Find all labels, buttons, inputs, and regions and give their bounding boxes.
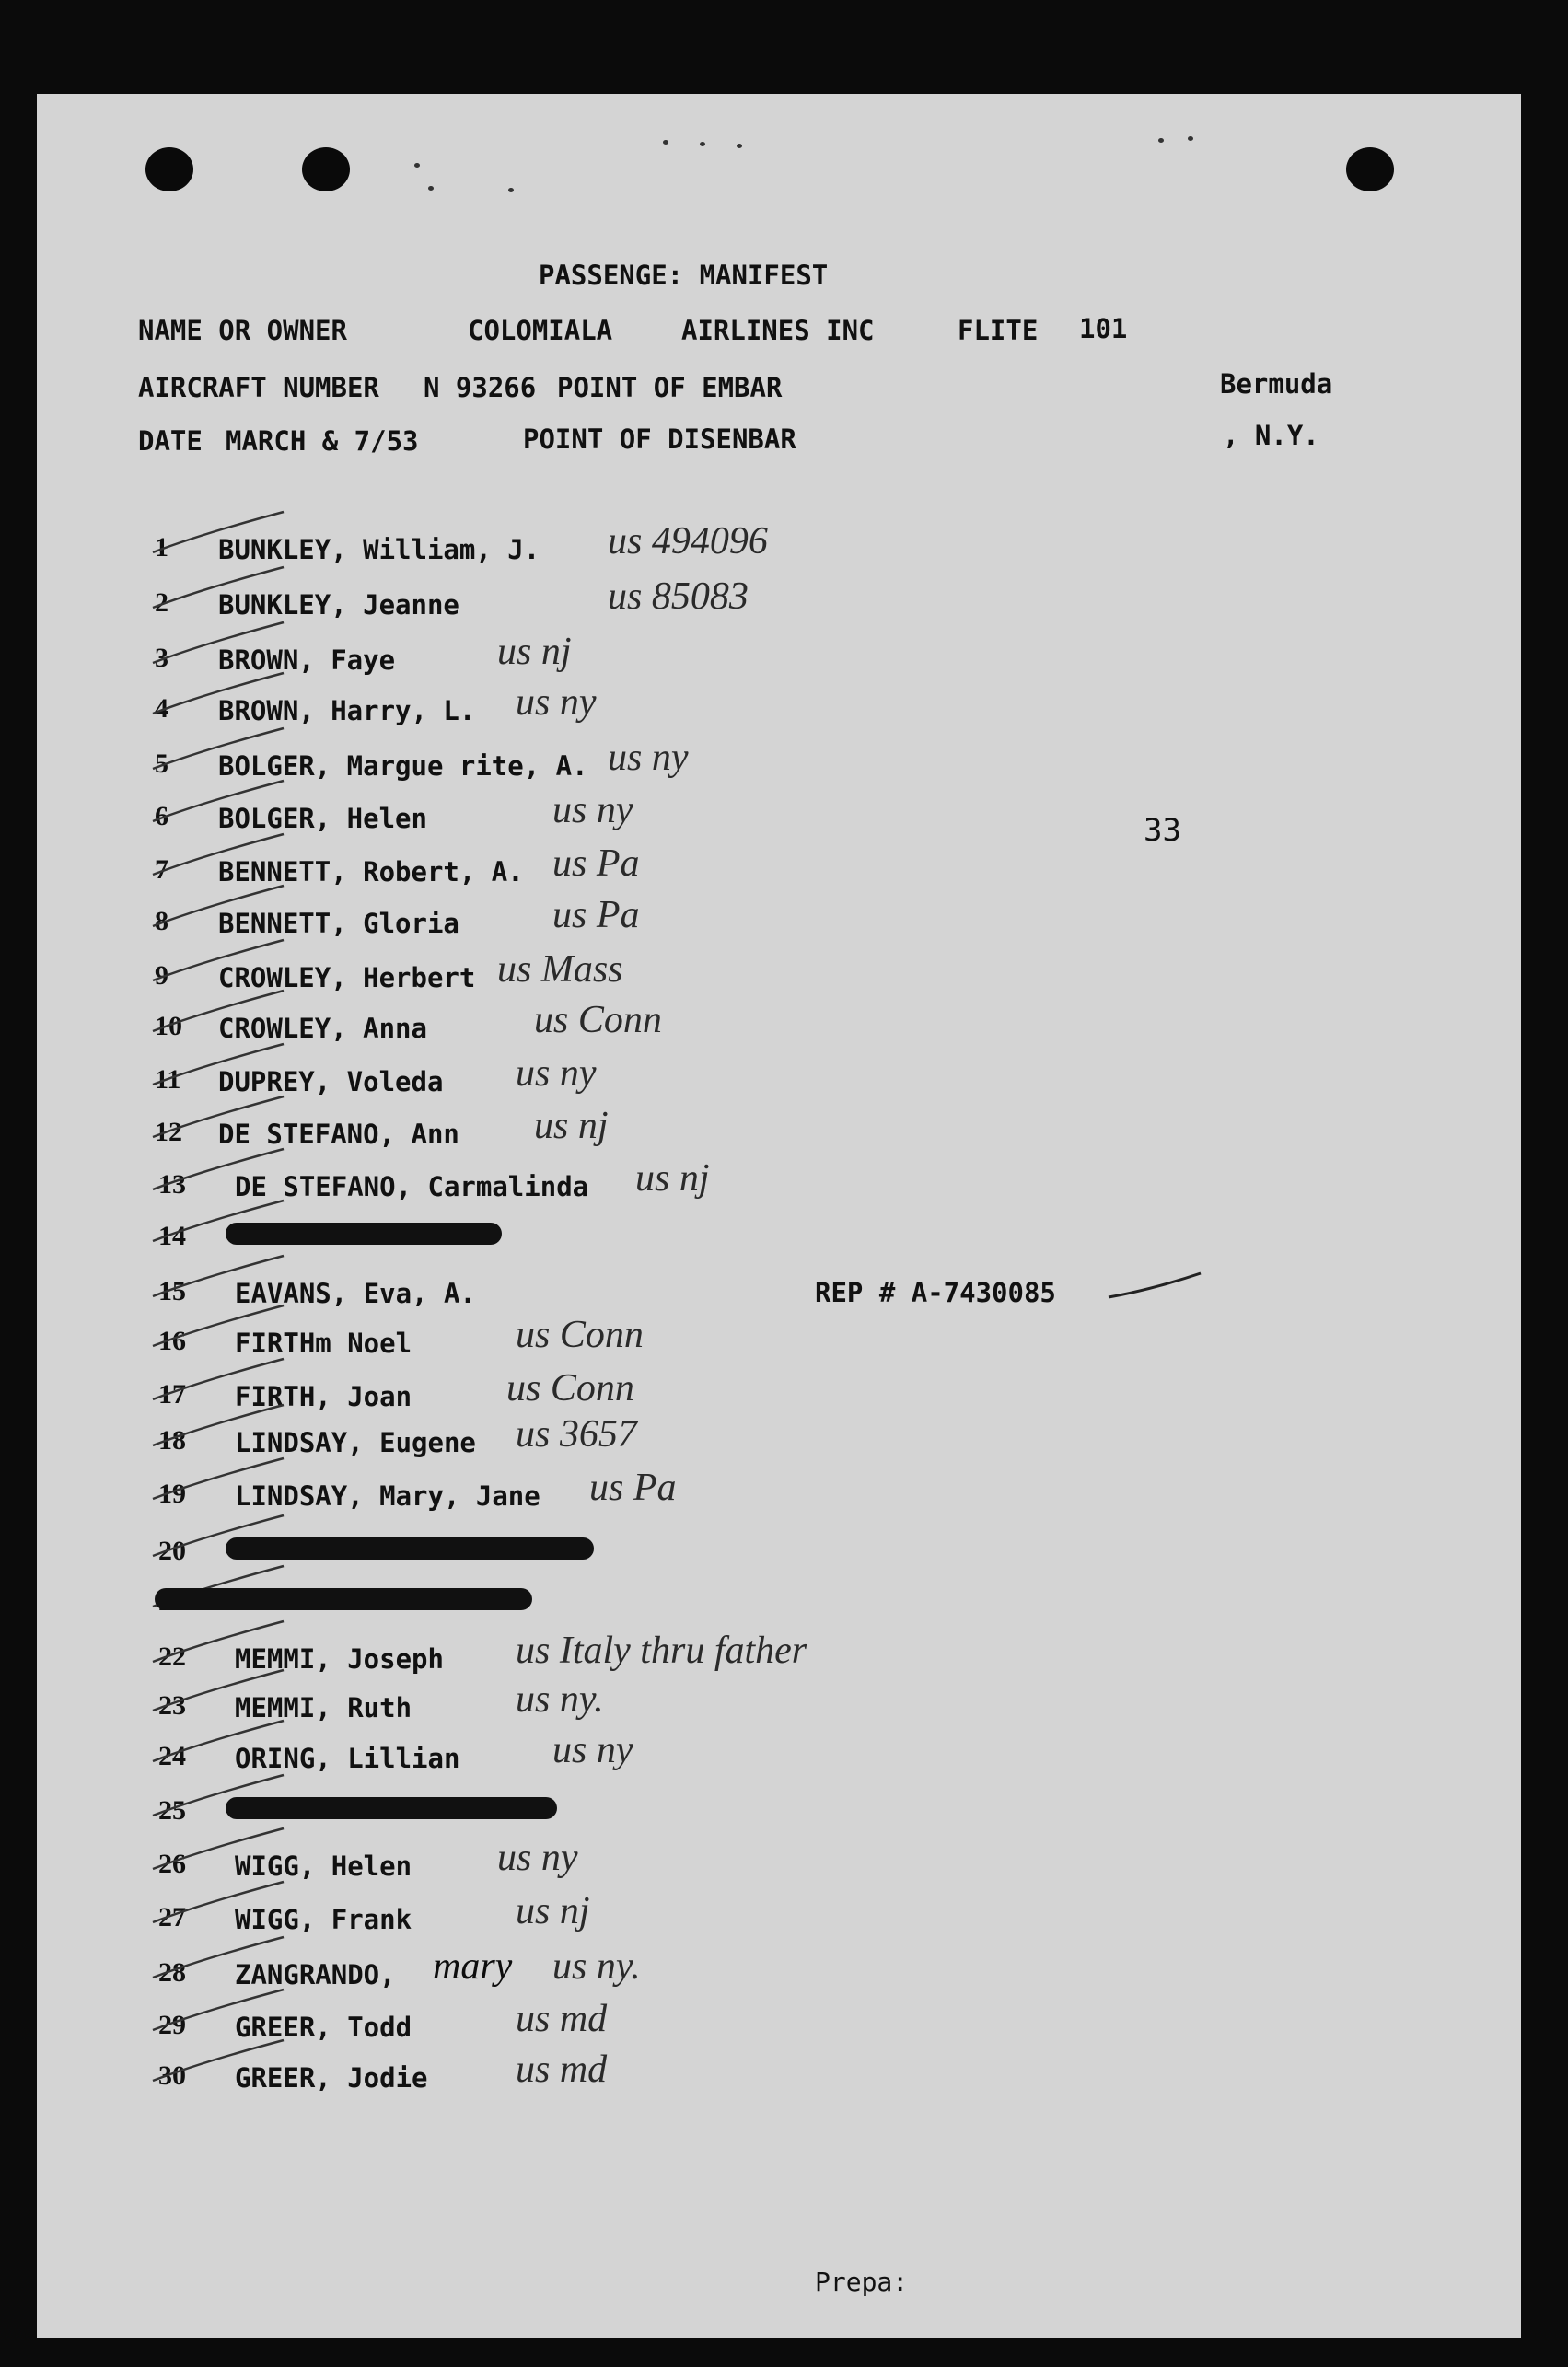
passenger-name: DE STEFANO, Ann	[218, 1119, 459, 1150]
passenger-number: 2	[155, 587, 168, 618]
speck	[700, 142, 705, 146]
passenger-name: CROWLEY, Anna	[218, 1013, 427, 1044]
redaction-bar	[226, 1797, 557, 1819]
passenger-number: 18	[158, 1425, 186, 1456]
passenger-number: 22	[158, 1642, 186, 1672]
redaction-bar	[226, 1537, 594, 1560]
passenger-name: GREER, Todd	[235, 2012, 412, 2043]
flite-number: 101	[1079, 313, 1128, 344]
disembark-label: POINT OF DISENBAR	[523, 424, 796, 455]
passenger-name: DE STEFANO, Carmalinda	[235, 1171, 589, 1202]
passenger-number: 17	[158, 1379, 186, 1410]
handwritten-note: us ny.	[552, 1945, 641, 1988]
date-value: MARCH & 7/53	[226, 425, 419, 457]
handwritten-note: us md	[516, 1998, 608, 2040]
passenger-number: 16	[158, 1326, 186, 1356]
passenger-number: 23	[158, 1690, 186, 1721]
passenger-number: 24	[158, 1741, 186, 1771]
passenger-number: 9	[155, 960, 168, 991]
passenger-number: 27	[158, 1902, 186, 1932]
airline-name: AIRLINES INC	[681, 315, 875, 346]
handwritten-note: us Conn	[516, 1314, 644, 1356]
passenger-number: 12	[155, 1117, 182, 1147]
handwritten-note: us ny.	[516, 1678, 604, 1721]
handwritten-note: us Italy thru father	[516, 1630, 807, 1672]
speck	[508, 188, 514, 192]
redaction-bar	[226, 1223, 502, 1245]
manifest-sheet	[37, 94, 1521, 2338]
handwritten-note: us Pa	[552, 894, 640, 936]
side-number: 33	[1144, 812, 1181, 849]
passenger-number: 10	[155, 1011, 182, 1041]
punch-hole-right	[1346, 147, 1394, 191]
speck	[414, 163, 420, 168]
speck	[428, 186, 434, 191]
handwritten-note: us nj	[516, 1890, 590, 1932]
speck	[663, 140, 668, 145]
passenger-name: BENNETT, Robert, A.	[218, 856, 524, 888]
embark-label: POINT OF EMBAR	[557, 372, 783, 403]
passenger-name: ZANGRANDO,	[235, 1959, 396, 1990]
passenger-name: ORING, Lillian	[235, 1743, 460, 1774]
passenger-number: 1	[155, 532, 168, 563]
handwritten-note: us nj	[497, 631, 572, 673]
passenger-number: 19	[158, 1479, 186, 1509]
passenger-number: 30	[158, 2060, 186, 2091]
handwritten-note: us 85083	[608, 575, 749, 618]
passenger-number: 5	[155, 748, 168, 779]
passenger-number: 28	[158, 1957, 186, 1988]
passenger-name: EAVANS, Eva, A.	[235, 1278, 476, 1309]
passenger-name: BUNKLEY, Jeanne	[218, 589, 459, 621]
passenger-number: 6	[155, 801, 168, 831]
passenger-name: MEMMI, Ruth	[235, 1692, 412, 1723]
passenger-row	[37, 2048, 1521, 2101]
punch-hole-left	[145, 147, 193, 191]
date-label: DATE	[138, 425, 203, 457]
disembark-value: , N.Y.	[1223, 420, 1319, 451]
passenger-name: DUPREY, Voleda	[218, 1066, 444, 1097]
passenger-number: 7	[155, 854, 168, 885]
passenger-number: 25	[158, 1795, 186, 1826]
page-title: PASSENGE: MANIFEST	[539, 260, 829, 291]
embark-faded	[829, 372, 1197, 396]
passenger-name: WIGG, Frank	[235, 1904, 412, 1935]
handwritten-note: us nj	[534, 1105, 609, 1147]
owner-label: NAME OR OWNER	[138, 315, 347, 346]
passenger-name: LINDSAY, Eugene	[235, 1427, 476, 1458]
handwritten-note: us 3657	[516, 1413, 637, 1456]
handwritten-note: us ny	[552, 789, 633, 831]
embark-value: Bermuda	[1220, 368, 1333, 400]
handwritten-note: us ny	[608, 737, 689, 779]
owner-value: COLOMIALA	[468, 315, 613, 346]
passenger-name: BENNETT, Gloria	[218, 908, 459, 939]
passenger-number: 15	[158, 1276, 186, 1306]
handwritten-note: us Conn	[506, 1367, 634, 1410]
handwritten-note: us ny	[552, 1729, 633, 1771]
passenger-name: BROWN, Harry, L.	[218, 695, 476, 726]
aircraft-label: AIRCRAFT NUMBER	[138, 372, 379, 403]
handwritten-note: us Pa	[552, 842, 640, 885]
handwritten-note: us ny	[516, 1052, 597, 1095]
passenger-name: FIRTHm Noel	[235, 1328, 412, 1359]
redaction-bar	[155, 1588, 532, 1610]
handwritten-note: us Conn	[534, 999, 662, 1041]
passenger-number: 29	[158, 2010, 186, 2040]
handwritten-note: us ny	[516, 681, 597, 724]
prepared-label: Prepa:	[815, 2267, 909, 2297]
passenger-number: 20	[158, 1536, 186, 1566]
passenger-name: WIGG, Helen	[235, 1851, 412, 1882]
passenger-name: BOLGER, Helen	[218, 803, 427, 834]
rep-note: REP # A-7430085	[815, 1277, 1056, 1308]
passenger-name: BUNKLEY, William, J.	[218, 534, 540, 565]
speck	[737, 144, 742, 148]
handwritten-note: us ny	[497, 1837, 578, 1879]
handwritten-first-name: mary	[433, 1945, 513, 1988]
passenger-name: CROWLEY, Herbert	[218, 962, 476, 993]
passenger-number: 14	[158, 1221, 186, 1251]
handwritten-note: us 494096	[608, 520, 768, 563]
passenger-name: BOLGER, Margue rite, A.	[218, 750, 588, 782]
speck	[1188, 136, 1193, 141]
punch-hole-center	[302, 147, 350, 191]
passenger-number: 26	[158, 1849, 186, 1879]
speck	[1158, 138, 1164, 143]
passenger-number: 11	[155, 1064, 181, 1095]
passenger-number: 4	[155, 693, 168, 724]
passenger-name: FIRTH, Joan	[235, 1381, 412, 1412]
handwritten-note: us nj	[635, 1157, 710, 1200]
passenger-name: LINDSAY, Mary, Jane	[235, 1480, 540, 1512]
handwritten-note: us md	[516, 2048, 608, 2091]
passenger-number: 8	[155, 906, 168, 936]
passenger-name: BROWN, Faye	[218, 644, 396, 676]
passenger-name: MEMMI, Joseph	[235, 1643, 444, 1675]
flite-label: FLITE	[958, 315, 1039, 346]
handwritten-note: us Mass	[497, 948, 623, 991]
handwritten-note: us Pa	[589, 1467, 677, 1509]
passenger-number: 13	[158, 1169, 186, 1200]
passenger-name: GREER, Jodie	[235, 2062, 428, 2094]
aircraft-number: N 93266	[424, 372, 537, 403]
passenger-number: 3	[155, 643, 168, 673]
